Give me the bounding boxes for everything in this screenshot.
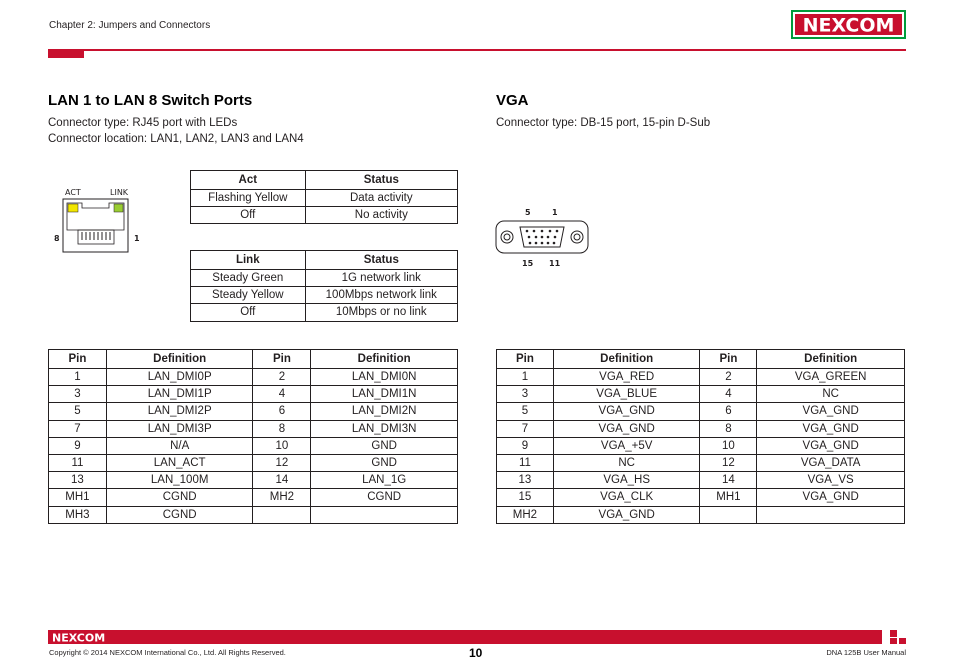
footer-nexcom-logo (52, 631, 108, 643)
table-cell: 7 (497, 420, 554, 437)
table-cell: 4 (700, 386, 757, 403)
nexcom-logo (791, 10, 906, 39)
table-cell: Steady Green (191, 270, 306, 287)
table-cell: LAN_1G (311, 472, 458, 489)
table-cell: 12 (253, 454, 311, 471)
table-cell: 5 (497, 403, 554, 420)
table-row (191, 304, 458, 321)
table-cell: 7 (49, 420, 107, 437)
table-row (497, 403, 905, 420)
table-cell (757, 506, 905, 523)
table-row (49, 472, 458, 489)
table-cell: 6 (700, 403, 757, 420)
table-header: Pin (700, 350, 757, 369)
table-cell: LAN_DMI3N (311, 420, 458, 437)
table-cell: LAN_DMI0N (311, 369, 458, 386)
table-cell: LAN_DMI2N (311, 403, 458, 420)
table-cell: No activity (305, 207, 457, 224)
table-cell: VGA_VS (757, 472, 905, 489)
table-cell: MH2 (497, 506, 554, 523)
footer-square (899, 638, 906, 644)
table-cell: MH1 (700, 489, 757, 506)
header-tab (48, 49, 84, 58)
table-cell: Off (191, 207, 306, 224)
table-row (49, 437, 458, 454)
table-header: Definition (106, 350, 253, 369)
table-row (497, 489, 905, 506)
table-cell: 100Mbps network link (305, 287, 457, 304)
table-cell: GND (311, 454, 458, 471)
vga-connector-type: Connector type: DB-15 port, 15-pin D-Sub (496, 117, 711, 129)
header-rule (48, 49, 906, 51)
table-row (497, 437, 905, 454)
table-cell: 5 (49, 403, 107, 420)
table-cell: 10Mbps or no link (305, 304, 457, 321)
table-cell: 9 (49, 437, 107, 454)
table-cell: MH1 (49, 489, 107, 506)
table-cell: 2 (700, 369, 757, 386)
footer-logo-text: NEXCOM (52, 631, 106, 643)
table-cell: VGA_GND (553, 403, 700, 420)
table-cell (700, 506, 757, 523)
lan-connector-location: Connector location: LAN1, LAN2, LAN3 and LAN4 (48, 133, 304, 145)
footer-square (890, 638, 897, 644)
table-cell: Data activity (305, 190, 457, 207)
table-cell: 1G network link (305, 270, 457, 287)
link-led (114, 204, 123, 212)
table-cell: CGND (311, 489, 458, 506)
table-header: Definition (553, 350, 700, 369)
table-cell: VGA_DATA (757, 454, 905, 471)
copyright-text: Copyright © 2014 NEXCOM International Co., Ltd. All Rights Reserved. (49, 648, 286, 657)
table-cell: VGA_BLUE (553, 386, 700, 403)
table-row (191, 190, 458, 207)
table-row (497, 420, 905, 437)
table-row (497, 506, 905, 523)
table-cell: VGA_GND (757, 489, 905, 506)
table-cell (253, 506, 311, 523)
link-led-table (190, 250, 458, 322)
table-row (49, 420, 458, 437)
table-row (49, 369, 458, 386)
table-cell (311, 506, 458, 523)
manual-title: DNA 125B User Manual (826, 648, 906, 657)
table-cell: LAN_DMI0P (106, 369, 253, 386)
table-cell: VGA_GND (757, 437, 905, 454)
table-cell: 15 (497, 489, 554, 506)
table-header: Status (305, 171, 457, 190)
rj45-port-diagram (54, 186, 146, 256)
table-header: Link (191, 251, 306, 270)
table-cell: 11 (497, 454, 554, 471)
table-cell: VGA_HS (553, 472, 700, 489)
logo-text: NEXCOM (802, 14, 895, 37)
table-row (191, 270, 458, 287)
table-cell: 1 (497, 369, 554, 386)
table-header: Act (191, 171, 306, 190)
table-cell: Flashing Yellow (191, 190, 306, 207)
lan-pin-table (48, 349, 458, 524)
table-cell: MH3 (49, 506, 107, 523)
table-row (497, 454, 905, 471)
table-row (191, 287, 458, 304)
table-cell: 13 (49, 472, 107, 489)
table-cell: VGA_GND (757, 420, 905, 437)
table-row (497, 369, 905, 386)
act-led-table (190, 170, 458, 224)
table-cell: 2 (253, 369, 311, 386)
table-cell: LAN_DMI1N (311, 386, 458, 403)
table-cell: VGA_GND (553, 420, 700, 437)
table-cell: VGA_CLK (553, 489, 700, 506)
table-cell: NC (757, 386, 905, 403)
vga-pin-11-label: 11 (549, 259, 561, 268)
table-cell: 6 (253, 403, 311, 420)
table-cell: LAN_DMI2P (106, 403, 253, 420)
table-cell: 12 (700, 454, 757, 471)
table-row (49, 454, 458, 471)
vga-port-diagram (492, 206, 592, 270)
table-header: Status (305, 251, 457, 270)
vga-pin-1-label: 1 (552, 208, 558, 217)
table-cell: 10 (253, 437, 311, 454)
table-cell: 9 (497, 437, 554, 454)
table-cell: CGND (106, 506, 253, 523)
table-row (49, 403, 458, 420)
vga-pin-table (496, 349, 905, 524)
table-cell: 14 (253, 472, 311, 489)
table-header: Definition (757, 350, 905, 369)
table-cell: MH2 (253, 489, 311, 506)
table-header: Definition (311, 350, 458, 369)
table-cell: 8 (700, 420, 757, 437)
table-cell: NC (553, 454, 700, 471)
table-cell: 11 (49, 454, 107, 471)
table-cell: 10 (700, 437, 757, 454)
table-cell: VGA_RED (553, 369, 700, 386)
table-cell: VGA_GND (757, 403, 905, 420)
table-cell: 4 (253, 386, 311, 403)
rj45-pin-1-label: 1 (134, 234, 140, 243)
table-cell: VGA_GREEN (757, 369, 905, 386)
vga-pin-5-label: 5 (525, 208, 531, 217)
chapter-title: Chapter 2: Jumpers and Connectors (49, 20, 211, 31)
link-led-label: LINK (110, 188, 129, 197)
table-cell: N/A (106, 437, 253, 454)
table-cell: Steady Yellow (191, 287, 306, 304)
table-cell: GND (311, 437, 458, 454)
table-cell: 13 (497, 472, 554, 489)
table-header: Pin (253, 350, 311, 369)
footer-bar (48, 630, 882, 644)
table-row (49, 386, 458, 403)
table-header: Pin (49, 350, 107, 369)
vga-section-title: VGA (496, 92, 529, 109)
table-row (191, 207, 458, 224)
lan-section-title: LAN 1 to LAN 8 Switch Ports (48, 92, 253, 109)
table-cell: LAN_ACT (106, 454, 253, 471)
table-cell: VGA_GND (553, 506, 700, 523)
table-cell: VGA_+5V (553, 437, 700, 454)
table-cell: 8 (253, 420, 311, 437)
table-cell: Off (191, 304, 306, 321)
table-row (49, 506, 458, 523)
vga-pin-15-label: 15 (522, 259, 534, 268)
table-cell: 3 (49, 386, 107, 403)
table-row (497, 386, 905, 403)
footer-square (890, 630, 897, 637)
table-cell: 3 (497, 386, 554, 403)
act-led (68, 204, 78, 212)
table-cell: LAN_DMI3P (106, 420, 253, 437)
table-row (497, 472, 905, 489)
table-header: Pin (497, 350, 554, 369)
table-cell: LAN_100M (106, 472, 253, 489)
lan-connector-type: Connector type: RJ45 port with LEDs (48, 117, 238, 129)
rj45-pin-8-label: 8 (54, 234, 60, 243)
table-row (49, 489, 458, 506)
table-cell: CGND (106, 489, 253, 506)
table-cell: 1 (49, 369, 107, 386)
page-number: 10 (469, 646, 483, 660)
act-led-label: ACT (65, 188, 81, 197)
table-cell: LAN_DMI1P (106, 386, 253, 403)
table-cell: 14 (700, 472, 757, 489)
